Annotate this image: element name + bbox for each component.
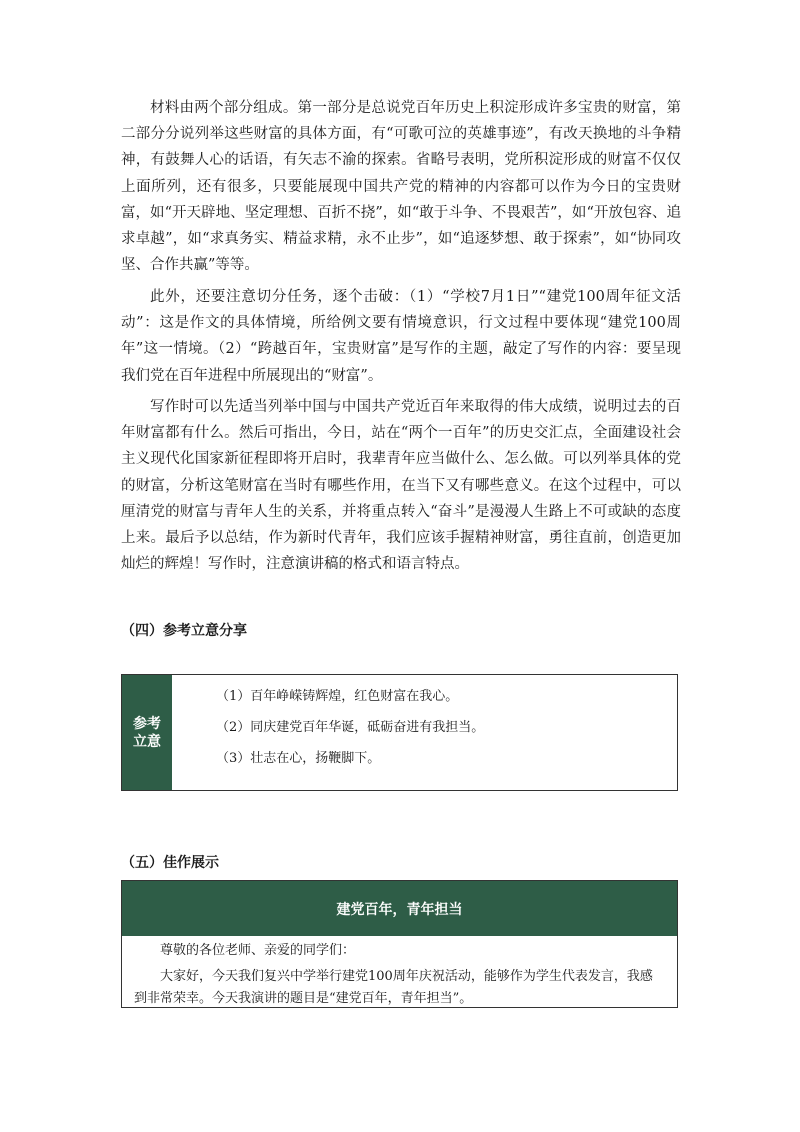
essay-body [122, 936, 677, 1010]
reference-ideas-tag [122, 675, 172, 790]
analysis-paragraph-1: 材料由两个部分组成。第一部分是总说党百年历史上积淀形成许多宝贵的财富，第二部分分说列举这些财富的具体方面，有“可歌可泣的英雄事迹”，有改天换地的斗争精神，有鼓舞人心的话语，有矢志不渝的探索。省略号表明，党所积淀形成的财富不仅仅上面所列，还有很多，只要能展现中国共产党的精神的内容都可以作为今日的宝贵财富，如“开天辟地、坚定理想、百折不挠”，如“敢于斗争、不畏艰苦”，如“开放包容、追求卓越”，如“求真务实、精益求精，永不止步”，如“追逐梦想、敢于探索”，如“协同攻坚、合作共赢”等等。 [121, 100, 681, 274]
tag-line-2: 立意 [133, 733, 161, 750]
section-heading-reference-ideas: （四）参考立意分享 [121, 623, 247, 639]
essay-greeting: 尊敬的各位老师、亲爱的同学们： [160, 943, 356, 958]
idea-item: （3）壮志在心，扬鞭脚下。 [216, 751, 381, 766]
reference-ideas-list [172, 675, 677, 790]
essay-paragraph: 大家好，今天我们复兴中学举行建党100周年庆祝活动，能够作为学生代表发言，我感到非常荣幸。今天我演讲的题目是“建党百年，青年担当”。 [134, 969, 653, 1006]
essay-title: 建党百年，青年担当 [122, 881, 677, 936]
section-heading-showcase: （五）佳作展示 [121, 855, 219, 871]
analysis-paragraph-2: 此外，还要注意切分任务，逐个击破：（1）“学校7月1日”“建党100周年征文活动”：这是作文的具体情境，所给例文要有情境意识，行文过程中要体现“建党100周年”这一情境。（2）“跨越百年，宝贵财富”是写作的主题，敲定了写作的内容：要呈现我们党在百年进程中所展现出的“财富”。 [121, 289, 681, 384]
reference-ideas-box [121, 674, 678, 791]
tag-line-1: 参考 [133, 715, 161, 732]
idea-item: （1）百年峥嵘铸辉煌，红色财富在我心。 [216, 689, 459, 704]
analysis-paragraph-3: 写作时可以先适当列举中国与中国共产党近百年来取得的伟大成绩，说明过去的百年财富都有什么。然后可指出，今日，站在“两个一百年”的历史交汇点，全面建设社会主义现代化国家新征程即将开启时，我辈青年应当做什么、怎么做。可以列举具体的党的财富，分析这笔财富在当时有哪些作用，在当下又有哪些意义。在这个过程中，可以厘清党的财富与青年人生的关系，并将重点转入“奋斗”是漫漫人生路上不可或缺的态度上来。最后予以总结，作为新时代青年，我们应该手握精神财富，勇往直前，创造更加灿烂的辉煌！写作时，注意演讲稿的格式和语言特点。 [121, 399, 681, 573]
model-essay-box [121, 880, 678, 1008]
idea-item: （2）同庆建党百年华诞，砥砺奋进有我担当。 [216, 720, 485, 735]
